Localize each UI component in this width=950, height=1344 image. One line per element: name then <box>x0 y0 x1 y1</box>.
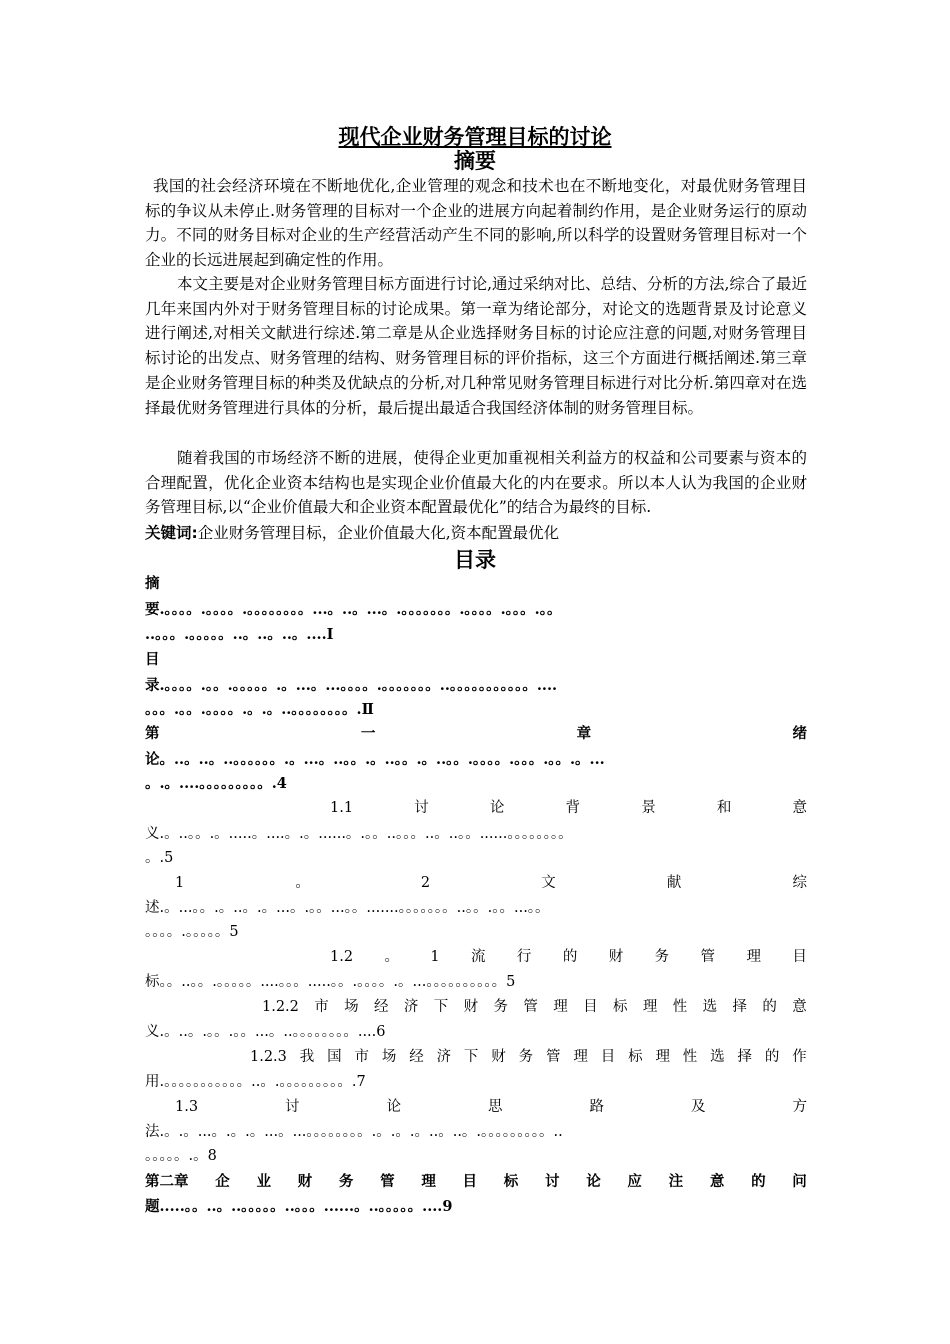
toc-token: 财 <box>297 1173 313 1190</box>
toc-token: 章 <box>576 725 592 742</box>
toc-token: 择 <box>737 1049 753 1065</box>
toc-token: 问 <box>792 1173 807 1190</box>
toc-token: 下 <box>463 1049 479 1065</box>
toc-line: 法.。.。...。.。.。...。...。。。。。。。。.。.。.。..。..。.。。。。。。。。。.. <box>145 1124 563 1140</box>
abstract-paragraph: 本文主要是对企业财务管理目标方面进行讨论,通过采纳对比、总结、分析的方法,综合了最近几年来国内外对于财务管理目标的讨论成果。第一章为绪论部分，对论文的选题背景及讨论意义进行阐述,对相关文献进行综述.第二章是从企业选择财务目标的讨论应注意的问题,对财务管理目标讨论的出发点、财务管理的结构、财务管理目标的评价指标，这三个方面进行概括阐述.第三章是企业财务管理目标的种类及优缺点的分析,对几种常见财务管理目标进行对比分析.第四章对在选择最优财务管理进行具体的分析，最后提出最适合我国经济体制的财务管理目标。 <box>145 275 807 417</box>
toc-token: 。 <box>295 875 310 891</box>
toc-token: 场 <box>381 1049 397 1065</box>
toc-token: 性 <box>672 999 688 1015</box>
toc-token: 目 <box>792 949 807 965</box>
toc-line <box>262 997 807 1017</box>
toc-token: 国 <box>327 1049 342 1065</box>
toc-token: 业 <box>256 1173 271 1190</box>
toc-token: 企 <box>215 1173 230 1190</box>
toc-token: 标 <box>628 1049 643 1065</box>
toc-token: 1.1 <box>330 800 354 816</box>
toc-token: 择 <box>732 999 748 1015</box>
toc-token: 我 <box>299 1049 315 1065</box>
toc-token: 的 <box>751 1173 766 1190</box>
toc-token: 选 <box>702 999 718 1015</box>
toc-token: 理 <box>573 1049 588 1065</box>
toc-token: 应 <box>627 1173 642 1190</box>
toc-token: 。 <box>384 949 399 965</box>
toc-token: 目 <box>600 1049 616 1065</box>
toc-token: 1 <box>175 875 185 891</box>
toc-token: 务 <box>654 949 670 965</box>
toc-line: 标。。..。。.。。。。。....。。。.....。。.。。。。.。...。。。。。。。。。。5 <box>145 974 516 990</box>
toc-line: 论。..。..。..。。。。。。.。...。..。。.。..。。.。..。。.。。。。.。。。.。。.。... <box>145 751 605 768</box>
toc-token: 的 <box>764 1049 780 1065</box>
toc-token: 意 <box>792 999 807 1015</box>
toc-token: 文 <box>541 875 556 891</box>
toc-token: 流 <box>471 949 486 965</box>
toc-token: 务 <box>338 1173 354 1190</box>
document-title: 现代企业财务管理目标的讨论 <box>338 125 612 149</box>
toc-token: 理 <box>553 999 568 1015</box>
toc-token: 1.3 <box>175 1099 199 1115</box>
toc-line <box>145 1172 807 1192</box>
toc-token: 论 <box>489 800 505 816</box>
toc-token: 选 <box>710 1049 725 1065</box>
toc-line: 。。。.。。.。。。。.。.。..。。。。。。。。.Ⅱ <box>145 701 374 718</box>
toc-line <box>175 1097 807 1117</box>
toc-token: 经 <box>374 999 389 1015</box>
toc-token: 标 <box>613 999 628 1015</box>
toc-line: 。。。。。.。8 <box>145 1148 217 1164</box>
toc-token: 理 <box>421 1173 436 1190</box>
toc-token: 财 <box>608 949 624 965</box>
toc-line: 义.。..。。.。.....。....。.。......。.。。..。。。..。..。。......。。。。。。。。 <box>145 826 573 842</box>
toc-line: 要.。。。。.。。。。.。。。。。。。。...。..。...。.。。。。。。。.。。。。.。。。.。。 <box>145 601 562 618</box>
toc-line: 摘 <box>145 575 160 592</box>
toc-token: 意 <box>792 800 807 816</box>
toc-token: 济 <box>403 999 419 1015</box>
abstract-paragraph: 我国的社会经济环境在不断地优化,企业管理的观念和技术也在不断地变化，对最优财务管理目标的争议从未停止.财务管理的目标对一个企业的进展方向起着制约作用，是企业财务运行的原动力。不同的财务目标对企业的生产经营活动产生不同的影响,所以科学的设置财务管理目标对一个企业的长远进展起到确定性的作用。 <box>145 177 807 270</box>
toc-token: 性 <box>682 1049 698 1065</box>
toc-token: 讨 <box>285 1099 300 1115</box>
toc-token: 下 <box>433 999 449 1015</box>
toc-token: 务 <box>493 999 509 1015</box>
toc-token: 管 <box>380 1173 395 1190</box>
toc-heading: 目录 <box>454 548 496 572</box>
abstract-paragraph: 随着我国的市场经济不断的进展，使得企业更加重视相关利益方的权益和公司要素与资本的合理配置，优化企业资本结构也是实现企业价值最大化的内在要求。所以本人认为我国的企业财务管理目标,以“企业价值最大和企业资本配置最优化”的结合为最终的目标. <box>145 449 807 517</box>
keywords-text: 企业财务管理目标，企业价值最大化,资本配置最优化 <box>197 524 560 542</box>
toc-token: 综 <box>792 875 807 891</box>
toc-token: 作 <box>792 1049 807 1065</box>
toc-line: 。。。。.。。。。。5 <box>145 924 239 940</box>
toc-line: 。.5 <box>145 850 174 866</box>
toc-token: 讨 <box>544 1173 560 1190</box>
toc-token: 论 <box>386 1099 402 1115</box>
toc-token: 管 <box>523 999 538 1015</box>
toc-token: 经 <box>409 1049 424 1065</box>
toc-token: 方 <box>792 1099 807 1115</box>
toc-token: 注 <box>668 1173 684 1190</box>
toc-token: 第 <box>145 725 160 742</box>
toc-line: 题.....。。..。..。。。。。..。。。......。..。。。。。....9 <box>145 1198 453 1215</box>
toc-token: 及 <box>690 1099 706 1115</box>
toc-token: 务 <box>518 1049 534 1065</box>
toc-token: 1.2.3 <box>250 1049 287 1065</box>
toc-token: 背 <box>565 800 581 816</box>
toc-token: 行 <box>516 949 532 965</box>
toc-token: 目 <box>462 1173 478 1190</box>
toc-token: 第二章 <box>145 1173 189 1190</box>
toc-line: 目 <box>145 651 160 668</box>
toc-token: 市 <box>354 1049 369 1065</box>
toc-token: 思 <box>488 1099 503 1115</box>
toc-line: 述.。...。。.。..。.。...。.。。...。。.......。。。。。。。..。。.。。...。。 <box>145 900 550 916</box>
toc-line <box>175 873 807 893</box>
toc-token: 论 <box>586 1173 601 1190</box>
toc-token: 1.2.2 <box>262 999 299 1015</box>
toc-token: 献 <box>666 875 682 891</box>
abstract-heading: 摘要 <box>454 149 496 173</box>
toc-token: 理 <box>746 949 761 965</box>
toc-token: 财 <box>491 1049 506 1065</box>
toc-token: 济 <box>436 1049 452 1065</box>
toc-line <box>330 798 807 818</box>
keywords-label: 关键词: <box>145 524 198 542</box>
toc-token: 绪 <box>792 725 807 742</box>
toc-token: 的 <box>562 949 578 965</box>
toc-token: 场 <box>344 999 359 1015</box>
toc-line: 义.。..。.。。.。。...。..。。。。。。。。....6 <box>145 1024 386 1040</box>
toc-token: 财 <box>463 999 479 1015</box>
toc-line <box>145 724 807 744</box>
toc-token: 讨 <box>414 800 429 816</box>
toc-line <box>250 1047 807 1067</box>
toc-line: 录.。。。。.。。.。。。。。.。...。...。。。。.。。。。。。。..。。。。。。。。。。。.... <box>145 677 558 694</box>
toc-token: 1 <box>430 949 440 965</box>
toc-token: 的 <box>762 999 777 1015</box>
toc-token: 2 <box>420 875 431 891</box>
toc-token: 市 <box>314 999 329 1015</box>
toc-token: 1.2 <box>330 949 354 965</box>
toc-line: ..。。。.。。。。。..。..。..。....Ⅰ <box>145 626 334 643</box>
toc-token: 管 <box>700 949 716 965</box>
toc-token: 目 <box>583 999 598 1015</box>
toc-token: 标 <box>503 1173 519 1190</box>
keywords-line <box>145 521 559 545</box>
toc-token: 理 <box>642 999 658 1015</box>
toc-line: 。.。....。。。。。。。。。.4 <box>145 775 287 792</box>
toc-token: 管 <box>546 1049 561 1065</box>
toc-token: 意 <box>709 1173 725 1190</box>
toc-token: 路 <box>589 1099 604 1115</box>
toc-token: 景 <box>641 800 656 816</box>
toc-token: 和 <box>716 800 732 816</box>
toc-line <box>330 947 807 967</box>
toc-line: 用.。。。。。。。。。。。..。.。。。。。。。。。.7 <box>145 1074 366 1090</box>
toc-token: 一 <box>360 725 376 742</box>
toc-token: 理 <box>655 1049 670 1065</box>
